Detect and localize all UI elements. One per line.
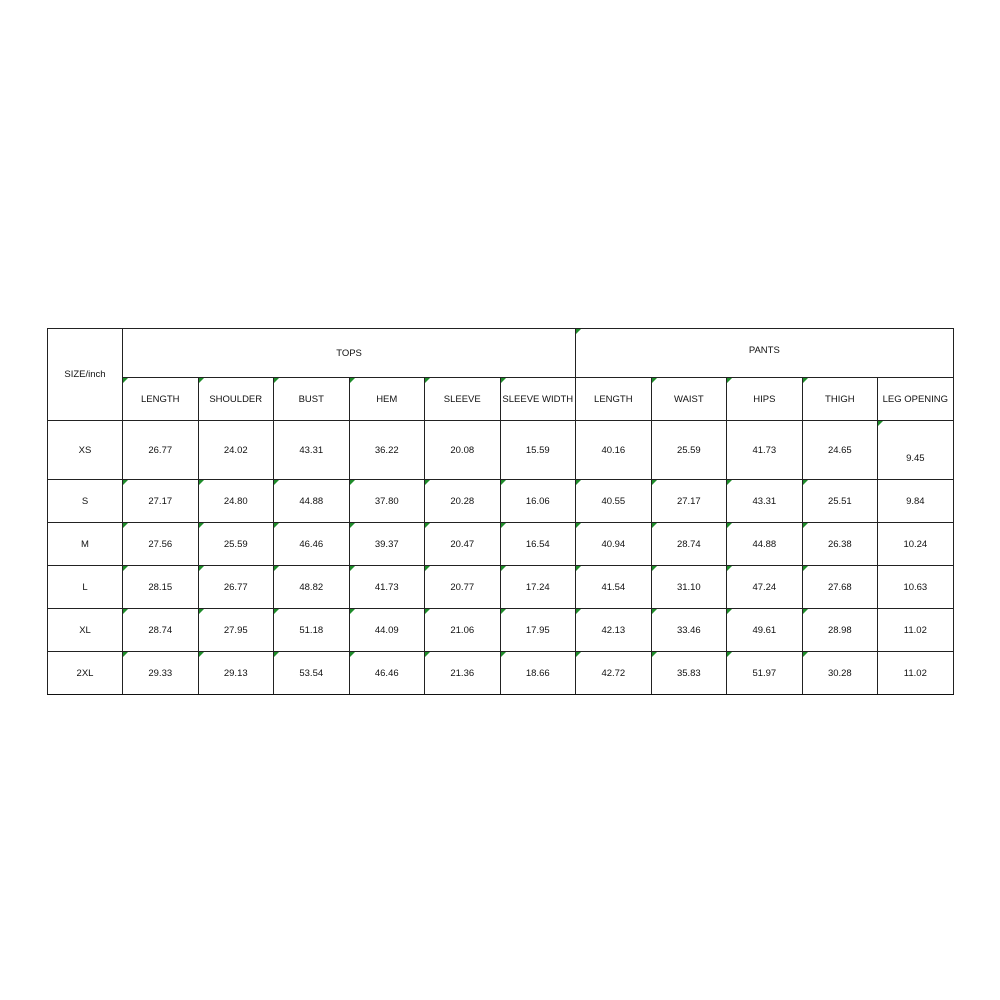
measurement-cell: 9.84	[878, 480, 954, 523]
table-row	[48, 609, 954, 652]
measurement-cell: 41.54	[576, 566, 652, 609]
column-header-row	[48, 378, 954, 421]
measurement-cell: 20.47	[425, 523, 501, 566]
table-row	[48, 480, 954, 523]
measurement-cell: 51.97	[727, 652, 803, 695]
measurement-cell: 10.63	[878, 566, 954, 609]
measurement-cell: 16.54	[500, 523, 576, 566]
size-label-cell: M	[48, 523, 123, 566]
measurement-cell: 39.37	[349, 523, 425, 566]
measurement-cell: 29.13	[198, 652, 274, 695]
measurement-cell: 46.46	[349, 652, 425, 695]
measurement-cell: 27.68	[802, 566, 878, 609]
measurement-cell: 40.55	[576, 480, 652, 523]
measurement-cell: 17.95	[500, 609, 576, 652]
column-header: LENGTH	[123, 378, 199, 421]
measurement-cell: 42.72	[576, 652, 652, 695]
measurement-cell: 51.18	[274, 609, 350, 652]
measurement-cell: 53.54	[274, 652, 350, 695]
table-row	[48, 523, 954, 566]
measurement-cell: 43.31	[727, 480, 803, 523]
measurement-cell: 36.22	[349, 421, 425, 480]
measurement-cell: 44.09	[349, 609, 425, 652]
measurement-cell: 28.74	[651, 523, 727, 566]
measurement-cell: 43.31	[274, 421, 350, 480]
measurement-cell: 48.82	[274, 566, 350, 609]
measurement-cell: 20.08	[425, 421, 501, 480]
measurement-cell: 40.94	[576, 523, 652, 566]
measurement-cell: 40.16	[576, 421, 652, 480]
measurement-cell: 28.98	[802, 609, 878, 652]
measurement-cell: 24.65	[802, 421, 878, 480]
measurement-cell: 25.51	[802, 480, 878, 523]
size-label-cell: L	[48, 566, 123, 609]
column-header: SLEEVE WIDTH	[500, 378, 576, 421]
size-chart-body	[48, 329, 954, 695]
measurement-cell: 44.88	[274, 480, 350, 523]
measurement-cell: 44.88	[727, 523, 803, 566]
size-label-cell: S	[48, 480, 123, 523]
table-row	[48, 421, 954, 480]
measurement-cell: 49.61	[727, 609, 803, 652]
measurement-cell: 29.33	[123, 652, 199, 695]
measurement-cell: 26.38	[802, 523, 878, 566]
measurement-cell: 41.73	[349, 566, 425, 609]
column-header: HEM	[349, 378, 425, 421]
size-unit-header: SIZE/inch	[48, 329, 123, 421]
measurement-cell: 17.24	[500, 566, 576, 609]
measurement-cell: 25.59	[198, 523, 274, 566]
column-header: HIPS	[727, 378, 803, 421]
group-header-row	[48, 329, 954, 378]
column-header: WAIST	[651, 378, 727, 421]
measurement-cell: 11.02	[878, 652, 954, 695]
size-label-cell: XL	[48, 609, 123, 652]
measurement-cell: 21.06	[425, 609, 501, 652]
measurement-cell: 33.46	[651, 609, 727, 652]
size-label-cell: XS	[48, 421, 123, 480]
measurement-cell: 27.17	[123, 480, 199, 523]
measurement-cell: 26.77	[123, 421, 199, 480]
measurement-cell: 28.74	[123, 609, 199, 652]
measurement-cell: 26.77	[198, 566, 274, 609]
measurement-cell: 30.28	[802, 652, 878, 695]
table-row	[48, 566, 954, 609]
measurement-cell: 24.02	[198, 421, 274, 480]
measurement-cell: 31.10	[651, 566, 727, 609]
column-header: LENGTH	[576, 378, 652, 421]
column-header: SLEEVE	[425, 378, 501, 421]
measurement-cell: 18.66	[500, 652, 576, 695]
measurement-cell: 46.46	[274, 523, 350, 566]
size-chart-table	[47, 328, 954, 695]
tops-group-header: TOPS	[123, 329, 576, 378]
measurement-cell: 35.83	[651, 652, 727, 695]
column-header: SHOULDER	[198, 378, 274, 421]
measurement-cell: 27.95	[198, 609, 274, 652]
measurement-cell: 25.59	[651, 421, 727, 480]
measurement-cell: 27.17	[651, 480, 727, 523]
pants-group-header: PANTS	[576, 329, 954, 378]
column-header: BUST	[274, 378, 350, 421]
measurement-cell: 41.73	[727, 421, 803, 480]
measurement-cell: 11.02	[878, 609, 954, 652]
measurement-cell: 24.80	[198, 480, 274, 523]
column-header: THIGH	[802, 378, 878, 421]
measurement-cell: 42.13	[576, 609, 652, 652]
measurement-cell: 28.15	[123, 566, 199, 609]
measurement-cell: 21.36	[425, 652, 501, 695]
measurement-cell: 15.59	[500, 421, 576, 480]
measurement-cell: 20.28	[425, 480, 501, 523]
measurement-cell: 47.24	[727, 566, 803, 609]
measurement-cell: 16.06	[500, 480, 576, 523]
size-label-cell: 2XL	[48, 652, 123, 695]
measurement-cell: 9.45	[878, 421, 954, 480]
measurement-cell: 10.24	[878, 523, 954, 566]
table-row	[48, 652, 954, 695]
measurement-cell: 37.80	[349, 480, 425, 523]
column-header: LEG OPENING	[878, 378, 954, 421]
measurement-cell: 27.56	[123, 523, 199, 566]
measurement-cell: 20.77	[425, 566, 501, 609]
